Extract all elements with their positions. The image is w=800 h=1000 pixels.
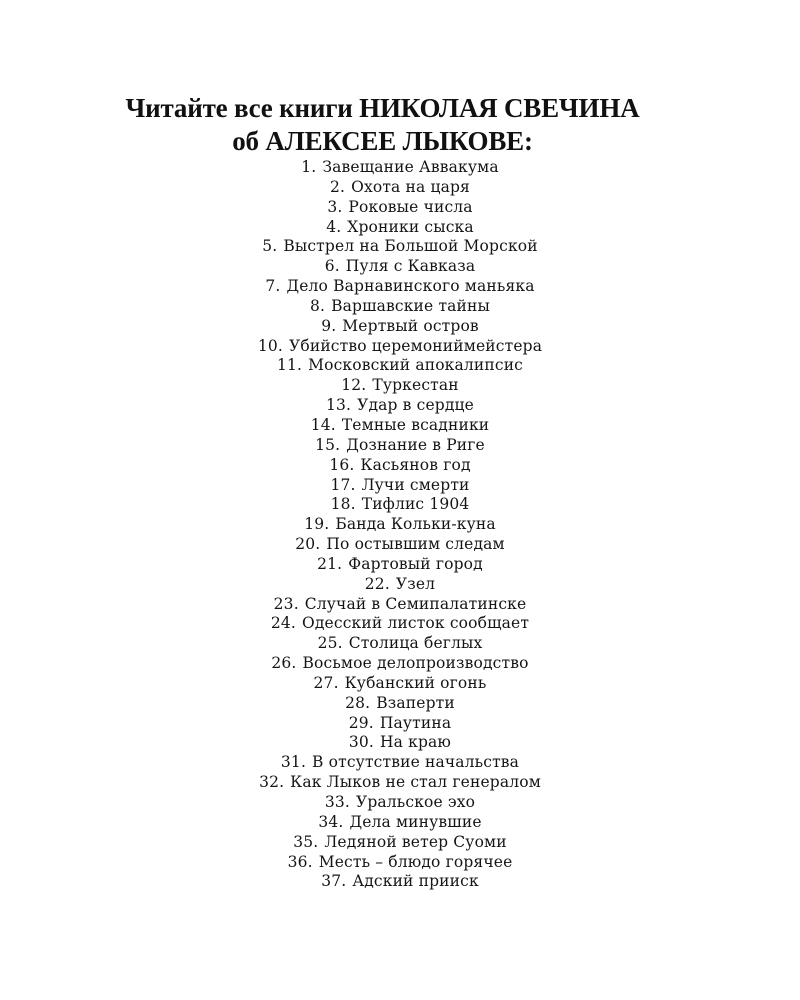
list-item xyxy=(0,237,800,257)
book-title: На краю xyxy=(380,733,452,752)
list-item xyxy=(0,456,800,476)
list-item xyxy=(0,555,800,575)
book-number: 37. xyxy=(321,872,347,891)
list-item xyxy=(0,793,800,813)
book-title: Банда Кольки-куна xyxy=(335,515,496,534)
book-number: 11. xyxy=(276,356,303,375)
book-number: 4. xyxy=(326,217,342,236)
book-title: Ледяной ветер Суоми xyxy=(324,832,507,851)
book-number: 23. xyxy=(273,594,299,613)
book-title: Хроники сыска xyxy=(347,217,474,236)
list-item xyxy=(0,674,800,694)
list-item xyxy=(0,198,800,218)
book-number: 2. xyxy=(330,177,346,196)
list-item xyxy=(0,257,800,277)
book-number: 32. xyxy=(259,773,285,792)
book-title: Лучи смерти xyxy=(361,475,470,494)
book-number: 3. xyxy=(327,197,343,216)
list-item xyxy=(0,654,800,674)
list-item xyxy=(0,436,800,456)
list-item xyxy=(0,495,800,515)
book-number: 34. xyxy=(318,812,344,831)
book-title: Адский прииск xyxy=(352,872,479,891)
book-number: 16. xyxy=(329,455,355,474)
list-item xyxy=(0,337,800,357)
book-number: 7. xyxy=(265,277,281,296)
list-item xyxy=(0,714,800,734)
book-title: Выстрел на Большой Морской xyxy=(283,237,538,256)
list-item xyxy=(0,515,800,535)
list-item xyxy=(0,416,800,436)
book-number: 15. xyxy=(315,435,341,454)
book-title: Туркестан xyxy=(372,376,459,395)
book-number: 9. xyxy=(321,316,337,335)
book-number: 25. xyxy=(317,634,343,653)
book-title: Дела минувшие xyxy=(349,812,482,831)
book-number: 1. xyxy=(301,158,317,176)
book-title: Взаперти xyxy=(376,693,455,712)
list-item xyxy=(0,396,800,416)
book-title: Одесский листок сообщает xyxy=(301,614,530,633)
list-item xyxy=(0,317,800,337)
book-number: 19. xyxy=(304,515,330,534)
list-item xyxy=(0,634,800,654)
heading-line-1: Читайте все книги НИКОЛАЯ СВЕЧИНА xyxy=(125,93,640,123)
book-title: Кубанский огонь xyxy=(344,673,487,692)
list-item xyxy=(0,833,800,853)
book-number: 21. xyxy=(317,554,343,573)
book-number: 24. xyxy=(270,614,296,633)
book-title: Убийство церемониймейстера xyxy=(289,336,543,355)
book-number: 29. xyxy=(348,713,374,732)
list-item xyxy=(0,218,800,238)
book-title: Паутина xyxy=(379,713,452,732)
book-number: 18. xyxy=(330,495,356,514)
book-number: 30. xyxy=(348,733,374,752)
list-item xyxy=(0,535,800,555)
list-item xyxy=(0,178,800,198)
book-title: Узел xyxy=(395,574,436,593)
book-number: 22. xyxy=(364,574,390,593)
book-title: Случай в Семипалатинске xyxy=(304,594,527,613)
heading-line-2: об АЛЕКСЕЕ ЛЫКОВЕ: xyxy=(232,126,533,156)
list-item xyxy=(0,277,800,297)
book-title: Фартовый город xyxy=(348,554,483,573)
list-item xyxy=(0,595,800,615)
book-title: Роковые числа xyxy=(348,197,473,216)
list-item xyxy=(0,753,800,773)
book-title: Мертвый остров xyxy=(342,316,479,335)
list-item xyxy=(0,575,800,595)
book-number: 28. xyxy=(345,693,371,712)
book-number: 12. xyxy=(341,376,367,395)
book-number: 10. xyxy=(257,336,283,355)
list-item xyxy=(0,694,800,714)
book-number: 13. xyxy=(325,396,352,415)
list-item xyxy=(0,614,800,634)
list-item xyxy=(0,476,800,496)
book-number: 14. xyxy=(310,415,336,434)
page-heading xyxy=(0,92,765,158)
list-item xyxy=(0,158,800,178)
book-number: 17. xyxy=(330,475,356,494)
book-number: 8. xyxy=(309,296,326,315)
book-title: Месть – блюдо горячее xyxy=(318,852,513,871)
book-title: Тифлис 1904 xyxy=(361,495,470,514)
list-item xyxy=(0,853,800,873)
list-item xyxy=(0,872,800,892)
book-title: По остывшим следам xyxy=(326,535,505,554)
book-title: Удар в сердце xyxy=(357,396,474,415)
book-title: Восьмое делопроизводство xyxy=(302,654,529,673)
book-number: 35. xyxy=(293,832,319,851)
book-title: Дело Варнавинского маньяка xyxy=(286,277,535,296)
book-number: 36. xyxy=(287,852,313,871)
book-number: 5. xyxy=(262,237,278,256)
book-number: 26. xyxy=(271,654,297,673)
book-title: В отсутствие начальства xyxy=(312,753,520,772)
list-item xyxy=(0,733,800,753)
book-number: 27. xyxy=(313,673,339,692)
book-title: Уральское эхо xyxy=(355,793,476,811)
list-item xyxy=(0,356,800,376)
book-title: Касьянов год xyxy=(360,455,471,474)
list-item xyxy=(0,813,800,833)
book-title: Темные всадники xyxy=(341,415,490,434)
book-title: Завещание Аввакума xyxy=(322,158,499,176)
book-title: Как Лыков не стал генералом xyxy=(290,773,541,792)
book-number: 31. xyxy=(280,753,307,772)
list-item xyxy=(0,297,800,317)
list-item xyxy=(0,773,800,793)
book-number: 33. xyxy=(324,793,350,811)
book-list xyxy=(0,158,800,892)
book-title: Варшавские тайны xyxy=(331,296,491,315)
book-title: Столица беглых xyxy=(348,634,483,653)
list-item xyxy=(0,376,800,396)
book-number: 6. xyxy=(324,257,340,276)
book-title: Московский апокалипсис xyxy=(308,356,524,375)
book-title: Пуля с Кавказа xyxy=(345,257,476,276)
book-title: Охота на царя xyxy=(351,177,470,196)
book-number: 20. xyxy=(295,535,321,554)
book-title: Дознание в Риге xyxy=(346,435,485,454)
